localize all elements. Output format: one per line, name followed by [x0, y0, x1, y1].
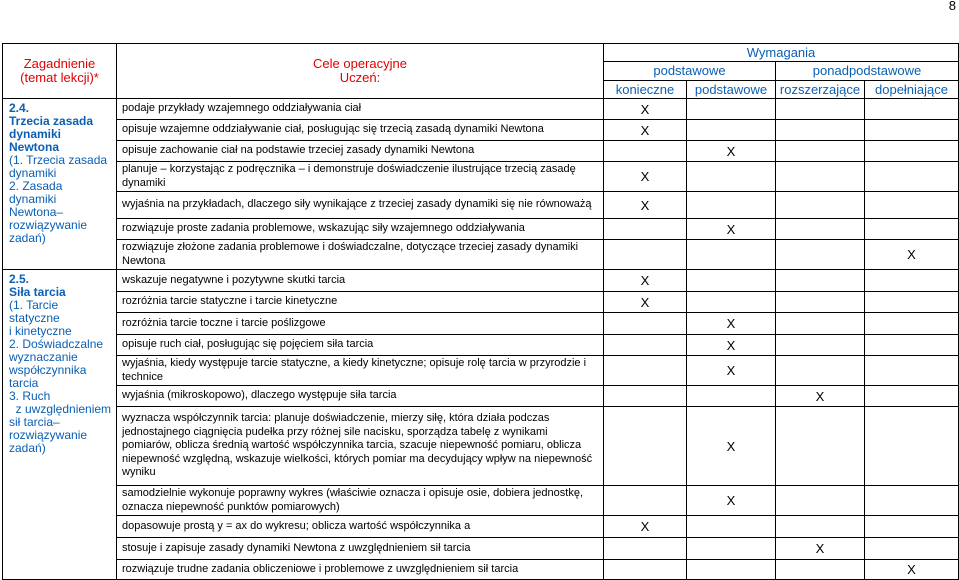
- requirement-level-3-cell: [776, 240, 865, 270]
- requirement-level-2-cell: [687, 192, 776, 219]
- requirement-mark: X: [640, 169, 650, 184]
- table-row: [3, 270, 959, 292]
- topic-detail-line: statyczne: [9, 311, 60, 325]
- topic-detail-line: współczynnika: [9, 363, 87, 377]
- requirement-level-3-cell: [776, 560, 865, 580]
- requirement-level-1-cell: [604, 292, 687, 313]
- requirement-level-4-cell: [865, 120, 959, 141]
- topic-detail-line: 3. Ruch: [9, 389, 51, 403]
- topic-header: [3, 44, 117, 99]
- requirement-mark: X: [726, 337, 736, 353]
- goal-cell: wskazuje negatywne i pozytywne skutki tarcia: [117, 270, 604, 292]
- requirement-level-4-cell: [865, 313, 959, 335]
- table-row: [3, 313, 959, 335]
- requirement-level-1-cell: [604, 486, 687, 516]
- col-dopelniajace: dopełniające: [865, 81, 959, 99]
- goal-cell: wyjaśnia na przykładach, dlaczego siły wynikające z trzeciej zasady dynamiki się nie równoważą: [117, 192, 604, 219]
- requirement-level-4-cell: [865, 270, 959, 292]
- topic-number: 2.5.: [9, 272, 30, 286]
- goal-cell: stosuje i zapisuje zasady dynamiki Newtona z uwzględnieniem sił tarcia: [117, 538, 604, 560]
- goal-cell: wyznacza współczynnik tarcia: planuje doświadczenie, mierzy siłę, która działa podczas jednostajnego ciągnięcia pudełka przy różnej sile nacisku, sporządza tabelę z wynikami pomiarów, oblicza średnią wartość współczynnika tarcia, szacuje niepewność pomiaru, oblicza niepewność względną, wskazuje wielkości, których pomiar ma decydujący wpływ na niepewność wyniku: [117, 407, 604, 486]
- requirement-mark: X: [907, 562, 916, 577]
- requirement-level-1-cell: [604, 356, 687, 386]
- requirement-level-1-cell: [604, 560, 687, 580]
- goal-cell: rozróżnia tarcie toczne i tarcie poślizgowe: [117, 313, 604, 335]
- requirement-level-2-cell: [687, 162, 776, 192]
- requirement-level-3-cell: [776, 120, 865, 141]
- table-row: [3, 486, 959, 516]
- requirement-level-4-cell: [865, 162, 959, 192]
- requirement-level-3-cell: [776, 516, 865, 538]
- requirement-level-1-cell: [604, 538, 687, 560]
- requirement-level-2-cell: [687, 538, 776, 560]
- requirement-level-4-cell: [865, 99, 959, 120]
- requirement-mark: X: [726, 221, 736, 237]
- requirement-level-4-cell: [865, 219, 959, 240]
- requirement-level-1-cell: [604, 270, 687, 292]
- table-row: [3, 219, 959, 240]
- goal-cell: rozwiązuje proste zadania problemowe, wskazując siły wzajemnego oddziaływania: [117, 219, 604, 240]
- col-konieczne: konieczne: [604, 81, 687, 99]
- table-row: [3, 386, 959, 407]
- goal-cell: wyjaśnia, kiedy występuje tarcie statyczne, a kiedy kinetyczne; opisuje rolę tarcia w przyrodzie i technice: [117, 356, 604, 386]
- topic-detail-line: rozwiązywanie: [9, 218, 88, 232]
- requirement-mark: X: [640, 122, 650, 138]
- requirement-mark: X: [726, 493, 736, 508]
- requirement-mark: X: [640, 519, 650, 534]
- requirement-level-4-cell: [865, 560, 959, 580]
- requirement-level-2-cell: [687, 407, 776, 486]
- table-row: [3, 538, 959, 560]
- requirements-table: [2, 43, 959, 580]
- table-row: [3, 335, 959, 356]
- goal-cell: opisuje ruch ciał, posługując się pojęciem siła tarcia: [117, 335, 604, 356]
- goal-cell: samodzielnie wykonuje poprawny wykres (właściwie oznacza i opisuje osie, dobiera jednostkę, oznacza niepewność punktów pomiarowych): [117, 486, 604, 516]
- requirement-level-2-cell: [687, 219, 776, 240]
- topic-detail-line: dynamiki: [9, 166, 57, 180]
- requirement-level-2-cell: [687, 141, 776, 162]
- requirement-level-3-cell: [776, 313, 865, 335]
- topic-detail-line: sił tarcia–: [9, 415, 60, 429]
- requirement-level-2-cell: [687, 313, 776, 335]
- goal-cell: podaje przykłady wzajemnego oddziaływania ciał: [117, 99, 604, 120]
- table-row: [3, 407, 959, 486]
- requirement-level-2-cell: [687, 486, 776, 516]
- topic-title-line: Newtona: [9, 140, 60, 154]
- requirement-level-4-cell: [865, 141, 959, 162]
- advanced-header: ponadpodstawowe: [776, 62, 959, 81]
- requirement-mark: X: [640, 101, 650, 117]
- requirement-level-3-cell: [776, 292, 865, 313]
- requirement-level-4-cell: [865, 240, 959, 270]
- requirement-level-4-cell: [865, 192, 959, 219]
- requirement-level-4-cell: [865, 407, 959, 486]
- requirement-level-3-cell: [776, 407, 865, 486]
- requirement-level-4-cell: [865, 335, 959, 356]
- requirement-level-2-cell: [687, 335, 776, 356]
- table-row: [3, 292, 959, 313]
- goal-cell: opisuje wzajemne oddziaływanie ciał, posługując się trzecią zasadą dynamiki Newtona: [117, 120, 604, 141]
- topic-detail-line: tarcia: [9, 376, 39, 390]
- requirement-level-3-cell: [776, 386, 865, 407]
- requirement-mark: X: [640, 197, 650, 213]
- topic-detail-line: 2. Doświadczalne: [9, 337, 104, 351]
- requirement-level-1-cell: [604, 335, 687, 356]
- requirement-mark: X: [726, 316, 736, 331]
- table-row: [3, 516, 959, 538]
- table-row: [3, 356, 959, 386]
- topic-cell: [3, 270, 117, 580]
- requirement-level-3-cell: [776, 99, 865, 120]
- requirement-level-2-cell: [687, 516, 776, 538]
- topic-detail-line: dynamiki: [9, 192, 57, 206]
- goal-cell: dopasowuje prostą y = ax do wykresu; oblicza wartość współczynnika a: [117, 516, 604, 538]
- topic-detail-line: rozwiązywanie: [9, 428, 88, 442]
- requirement-level-3-cell: [776, 192, 865, 219]
- basic-header: podstawowe: [604, 62, 776, 81]
- table-row: [3, 120, 959, 141]
- requirement-level-2-cell: [687, 356, 776, 386]
- requirement-level-1-cell: [604, 120, 687, 141]
- requirement-mark: X: [726, 363, 736, 378]
- topic-header-line1: Zagadnienie: [23, 56, 96, 71]
- requirement-mark: X: [815, 541, 825, 556]
- table-row: [3, 560, 959, 580]
- requirement-level-3-cell: [776, 270, 865, 292]
- goal-cell: rozróżnia tarcie statyczne i tarcie kinetyczne: [117, 292, 604, 313]
- requirement-level-3-cell: [776, 356, 865, 386]
- requirement-level-2-cell: [687, 270, 776, 292]
- requirement-level-1-cell: [604, 313, 687, 335]
- table-row: [3, 99, 959, 120]
- requirement-level-3-cell: [776, 141, 865, 162]
- goal-cell: rozwiązuje trudne zadania obliczeniowe i problemowe z uwzględnieniem sił tarcia: [117, 560, 604, 580]
- goals-header: [117, 44, 604, 99]
- topic-detail-line: Newtona–: [9, 205, 64, 219]
- requirement-level-1-cell: [604, 141, 687, 162]
- requirement-level-1-cell: [604, 407, 687, 486]
- requirement-level-3-cell: [776, 538, 865, 560]
- goals-header-line1: Cele operacyjne: [313, 56, 407, 71]
- goals-header-line2: Uczeń:: [339, 70, 381, 85]
- requirement-level-1-cell: [604, 386, 687, 407]
- requirement-level-1-cell: [604, 240, 687, 270]
- requirement-level-4-cell: [865, 538, 959, 560]
- requirement-level-4-cell: [865, 292, 959, 313]
- topic-cell: [3, 99, 117, 270]
- requirement-level-1-cell: [604, 219, 687, 240]
- requirement-level-3-cell: [776, 219, 865, 240]
- requirement-level-2-cell: [687, 99, 776, 120]
- requirement-level-2-cell: [687, 292, 776, 313]
- requirement-level-1-cell: [604, 99, 687, 120]
- requirement-mark: X: [907, 247, 916, 262]
- topic-detail-line: (1. Tarcie: [9, 298, 59, 312]
- topic-title-line: dynamiki: [9, 127, 62, 141]
- requirement-level-1-cell: [604, 192, 687, 219]
- topic-detail-line: z uwzględnieniem: [9, 402, 112, 416]
- requirement-level-2-cell: [687, 386, 776, 407]
- topic-detail-line: i kinetyczne: [9, 324, 72, 338]
- requirement-mark: X: [815, 388, 825, 404]
- requirement-level-3-cell: [776, 335, 865, 356]
- requirement-level-4-cell: [865, 516, 959, 538]
- topic-detail-line: (1. Trzecia zasada: [9, 153, 108, 167]
- topic-detail-line: zadań): [9, 441, 46, 455]
- topic-detail-line: zadań): [9, 231, 46, 245]
- topic-title-line: Trzecia zasada: [9, 114, 94, 128]
- table-row: [3, 162, 959, 192]
- col-podstawowe: podstawowe: [687, 81, 776, 99]
- requirement-mark: X: [726, 438, 736, 454]
- requirement-mark: X: [726, 143, 736, 159]
- table-row: [3, 141, 959, 162]
- requirements-header: Wymagania: [604, 44, 959, 62]
- topic-detail-line: 2. Zasada: [9, 179, 63, 193]
- topic-number: 2.4.: [9, 101, 30, 115]
- topic-detail-line: wyznaczanie: [9, 350, 78, 364]
- requirement-level-4-cell: [865, 486, 959, 516]
- requirement-mark: X: [640, 294, 650, 310]
- requirement-level-1-cell: [604, 162, 687, 192]
- topic-title-line: Siła tarcia: [9, 285, 66, 299]
- page-number: 8: [948, 0, 956, 13]
- table-row: [3, 240, 959, 270]
- requirement-level-1-cell: [604, 516, 687, 538]
- requirement-level-2-cell: [687, 240, 776, 270]
- requirement-level-3-cell: [776, 486, 865, 516]
- requirement-level-2-cell: [687, 120, 776, 141]
- goal-cell: wyjaśnia (mikroskopowo), dlaczego występuje siła tarcia: [117, 386, 604, 407]
- table-row: [3, 192, 959, 219]
- requirement-level-3-cell: [776, 162, 865, 192]
- topic-header-line2: (temat lekcji)*: [20, 70, 99, 85]
- requirement-level-2-cell: [687, 560, 776, 580]
- requirement-level-4-cell: [865, 356, 959, 386]
- goal-cell: rozwiązuje złożone zadania problemowe i doświadczalne, dotyczące trzeciej zasady dynamiki Newtona: [117, 240, 604, 270]
- goal-cell: opisuje zachowanie ciał na podstawie trzeciej zasady dynamiki Newtona: [117, 141, 604, 162]
- col-rozszerzajace: rozszerzające: [776, 81, 865, 99]
- requirement-level-4-cell: [865, 386, 959, 407]
- requirement-mark: X: [640, 273, 650, 288]
- goal-cell: planuje – korzystając z podręcznika – i demonstruje doświadczenie ilustrujące trzecią zasadę dynamiki: [117, 162, 604, 192]
